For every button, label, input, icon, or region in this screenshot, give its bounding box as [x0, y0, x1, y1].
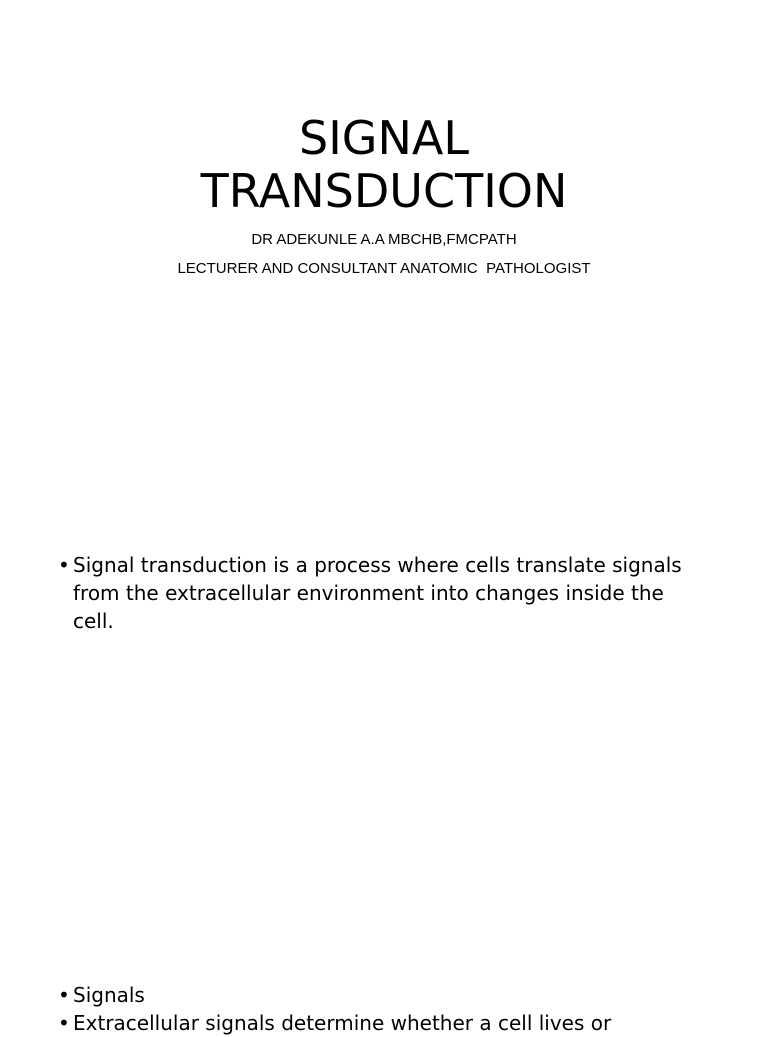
slide-title-line-2: TRANSDUCTION: [200, 164, 568, 218]
author-role: LECTURER AND CONSULTANT ANATOMIC PATHOLOGIST: [177, 260, 591, 277]
bullet-dot-icon: •: [58, 553, 70, 577]
bullet-item: [58, 551, 708, 635]
bullet-item: [58, 981, 708, 1009]
intro-bullet-list: [58, 551, 708, 635]
bullet-text: Signal transduction is a process where cells translate signals from the extracellular environment into changes inside the cell.: [73, 553, 682, 633]
bullet-dot-icon: •: [58, 1011, 70, 1035]
slide-title: [0, 112, 768, 218]
slide-title-line-1: SIGNAL: [299, 111, 469, 165]
bullet-text: Extracellular signals determine whether a cell lives or: [73, 1011, 612, 1035]
signals-bullet-list: [58, 981, 708, 1037]
bullet-item: [58, 1009, 708, 1037]
author-credentials: DR ADEKUNLE A.A MBCHB,FMCPATH: [251, 231, 517, 248]
bullet-dot-icon: •: [58, 983, 70, 1007]
bullet-text: Signals: [73, 983, 145, 1007]
